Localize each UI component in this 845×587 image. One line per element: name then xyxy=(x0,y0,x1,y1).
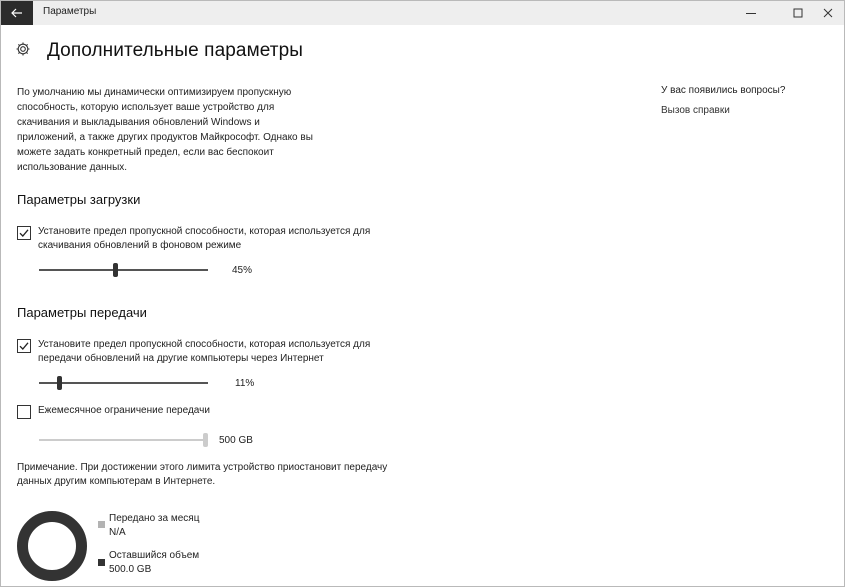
download-slider-thumb[interactable] xyxy=(113,263,118,277)
back-arrow-icon xyxy=(11,8,23,18)
checkmark-icon xyxy=(19,341,29,351)
upload-limit-label xyxy=(38,338,408,366)
intro-line: приложений, а также других продуктов Майкрософт. Однако вы xyxy=(17,132,313,143)
intro-line: использование данных. xyxy=(17,162,128,173)
label-line: Установите предел пропускной способности, которая используется для xyxy=(38,226,371,237)
label-line: скачивания обновлений в фоновом режиме xyxy=(38,240,242,251)
close-button[interactable] xyxy=(812,1,844,25)
upload-limit-checkbox[interactable] xyxy=(17,339,31,353)
remaining-swatch xyxy=(98,559,105,566)
help-link[interactable]: Вызов справки xyxy=(661,105,730,116)
upload-note xyxy=(17,461,397,489)
intro-line: скачивания и выкладывания обновлений Windows и xyxy=(17,117,260,128)
monthly-slider-value: 500 GB xyxy=(219,435,253,446)
usage-donut-chart xyxy=(17,511,87,581)
usage-donut-ring xyxy=(23,517,82,576)
gear-icon xyxy=(15,41,31,57)
transferred-swatch xyxy=(98,521,105,528)
maximize-icon xyxy=(793,8,803,18)
intro-line: По умолчанию мы динамически оптимизируем пропускную xyxy=(17,87,292,98)
note-line: Примечание. При достижении этого лимита устройство приостановит передачу xyxy=(17,462,388,473)
label-line: передачи обновлений на другие компьютеры через Интернет xyxy=(38,353,324,364)
minimize-icon xyxy=(746,8,756,18)
note-line: данных другим компьютерам в Интернете. xyxy=(17,476,216,487)
checkmark-icon xyxy=(19,228,29,238)
upload-slider-value: 11% xyxy=(235,378,255,389)
intro-line: можете задать конкретный предел, если вас беспокоит xyxy=(17,147,274,158)
intro-text xyxy=(17,85,347,175)
maximize-button[interactable] xyxy=(782,1,814,25)
upload-slider-thumb[interactable] xyxy=(57,376,62,390)
transferred-label: Передано за месяц xyxy=(109,513,200,524)
download-slider-track[interactable] xyxy=(39,269,208,271)
back-button[interactable] xyxy=(1,1,33,25)
intro-line: способность, которую использует ваше устройство для xyxy=(17,102,275,113)
remaining-value: 500.0 GB xyxy=(109,564,152,575)
minimize-button[interactable] xyxy=(735,1,767,25)
close-icon xyxy=(823,8,833,18)
window-title: Параметры xyxy=(43,6,97,17)
download-limit-label xyxy=(38,225,408,253)
remaining-label: Оставшийся объем xyxy=(109,550,200,561)
page-title: Дополнительные параметры xyxy=(47,40,303,61)
transferred-value: N/A xyxy=(109,527,126,538)
monthly-slider-thumb[interactable] xyxy=(203,433,208,447)
download-heading: Параметры загрузки xyxy=(17,192,141,207)
help-question: У вас появились вопросы? xyxy=(661,85,786,96)
download-slider-value: 45% xyxy=(232,265,253,276)
upload-slider-track[interactable] xyxy=(39,382,208,384)
label-line: Установите предел пропускной способности, которая используется для xyxy=(38,339,371,350)
monthly-limit-checkbox[interactable] xyxy=(17,405,31,419)
settings-content xyxy=(1,25,844,586)
title-bar xyxy=(1,1,844,25)
download-limit-checkbox[interactable] xyxy=(17,226,31,240)
monthly-limit-label: Ежемесячное ограничение передачи xyxy=(38,405,210,416)
monthly-slider-track[interactable] xyxy=(39,439,208,441)
upload-heading: Параметры передачи xyxy=(17,305,147,320)
